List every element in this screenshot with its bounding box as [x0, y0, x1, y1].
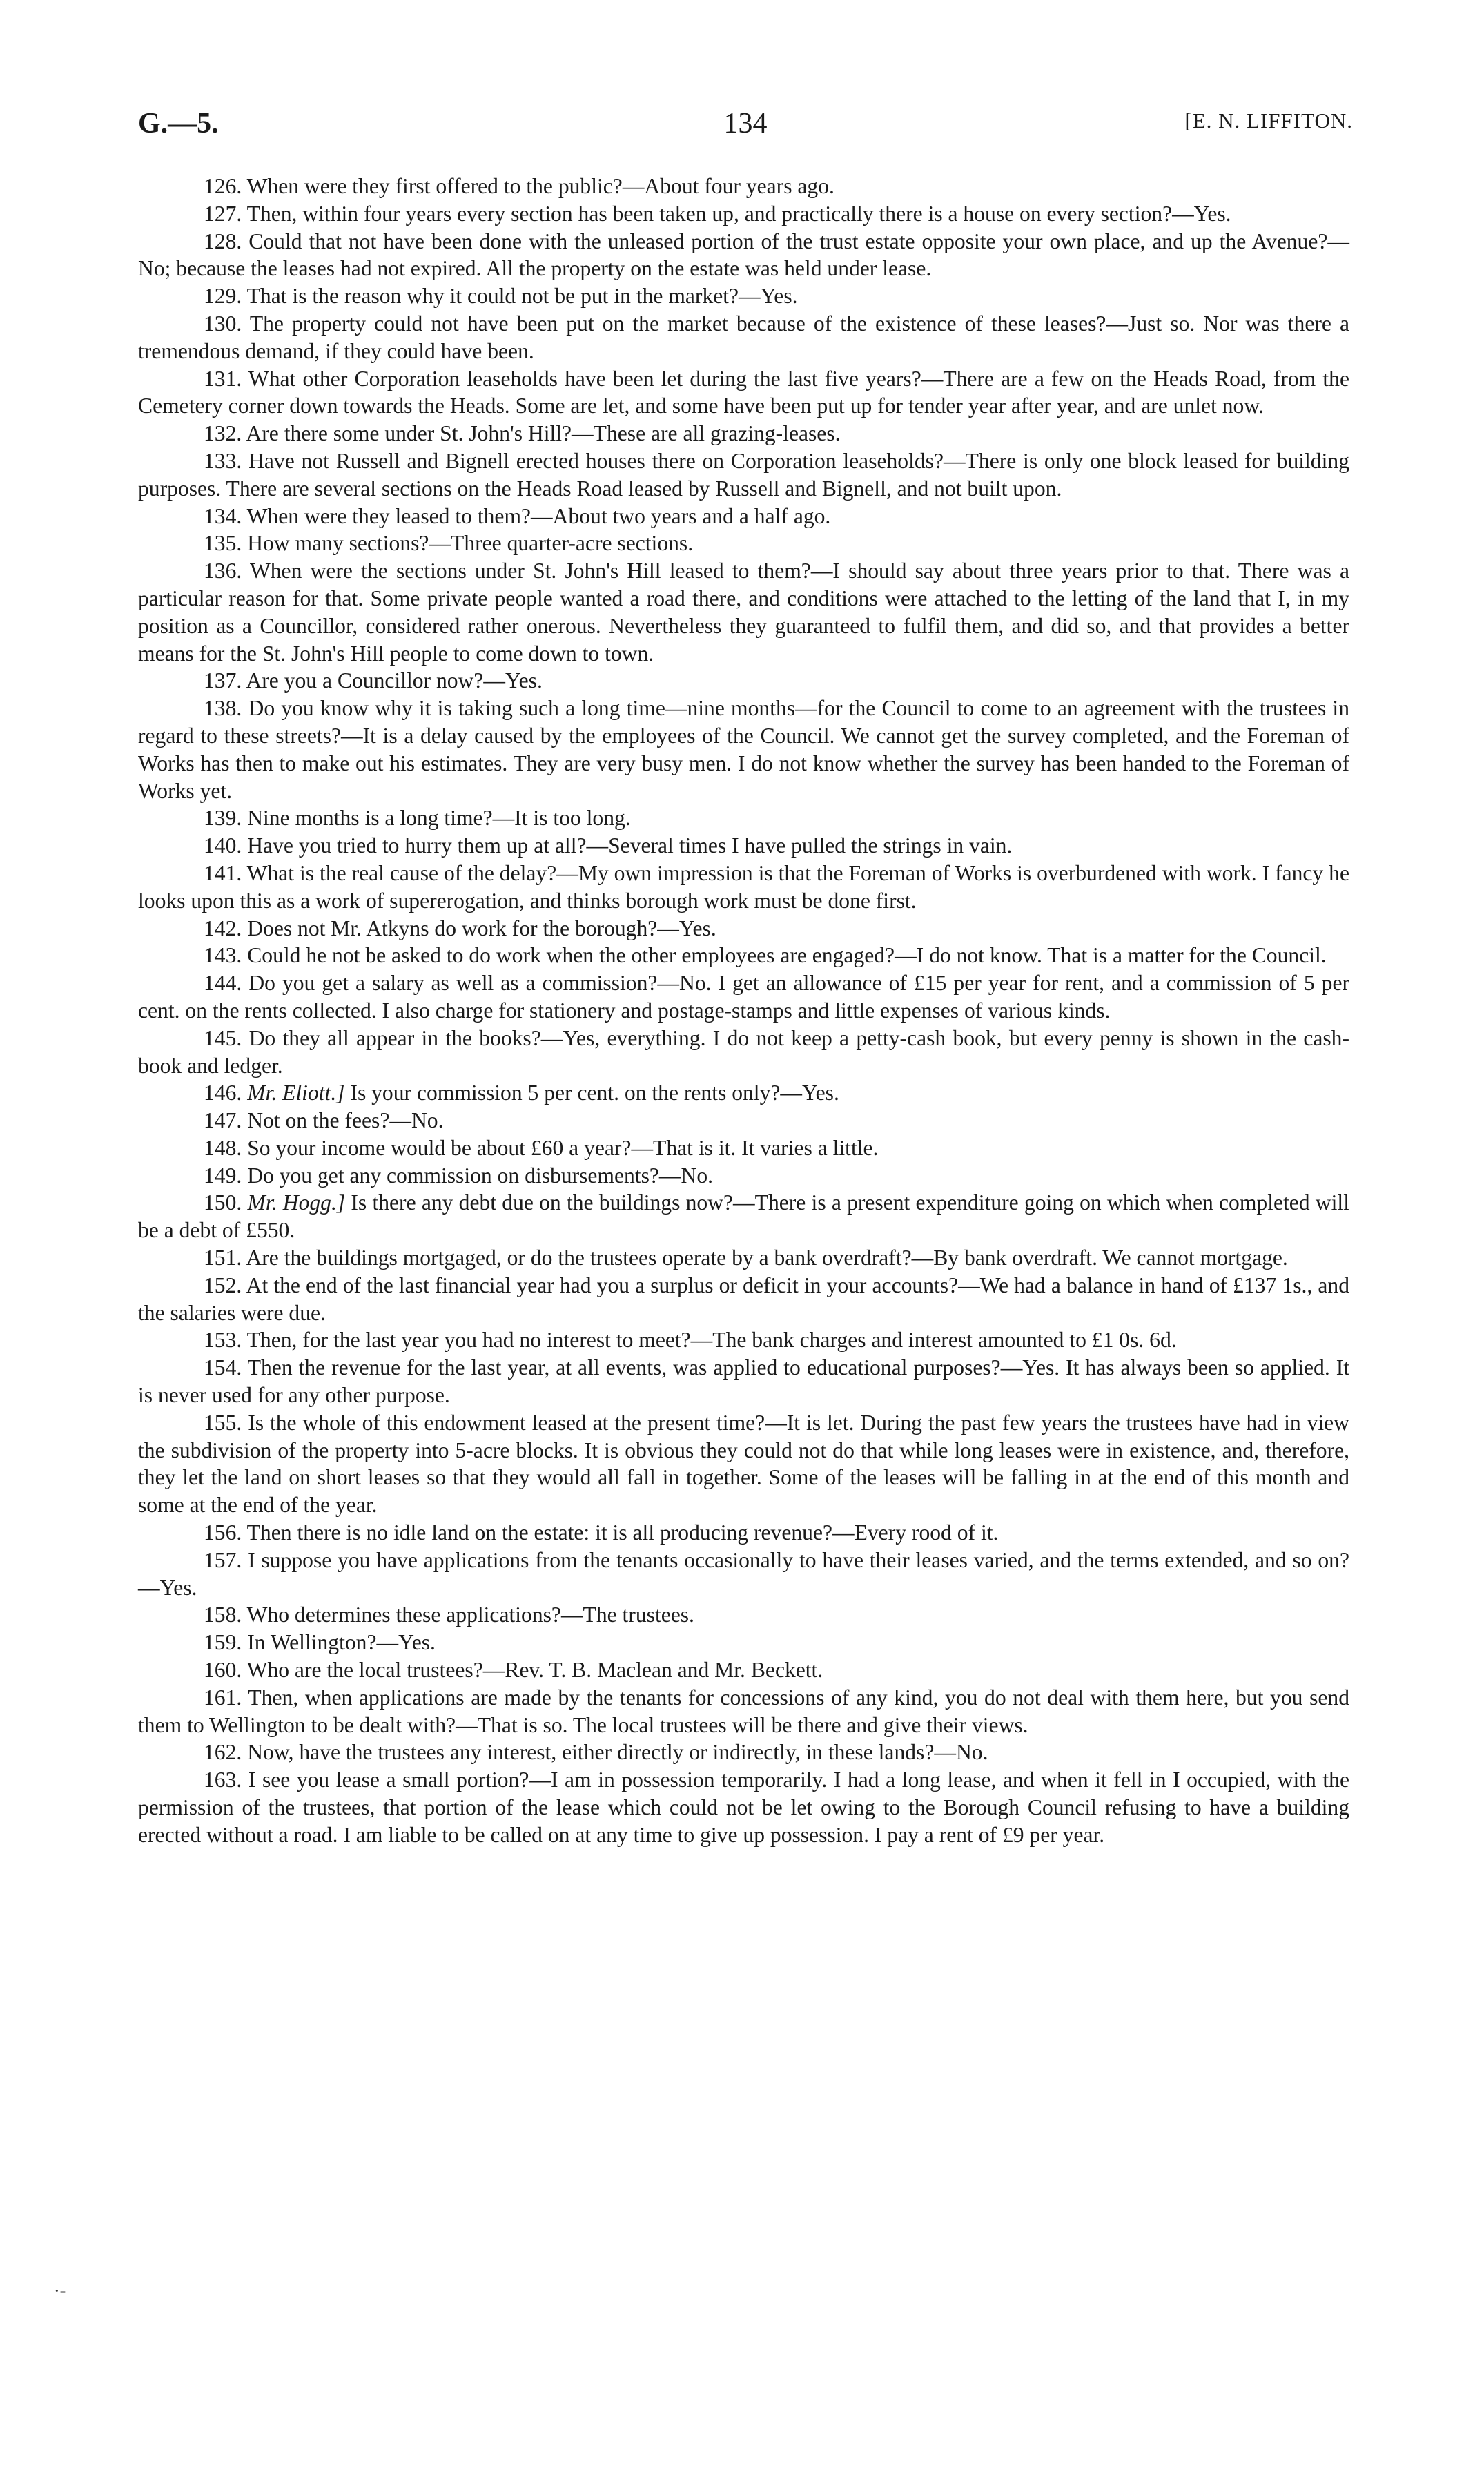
question-number: 161.	[204, 1685, 242, 1710]
question-paragraph	[138, 695, 1349, 804]
question-text: How many sections?—Three quarter-acre sections.	[247, 531, 694, 556]
question-number: 129.	[204, 284, 242, 309]
question-text: Then, for the last year you had no interest to meet?—The bank charges and interest amounted to £1 0s. 6d.	[246, 1328, 1177, 1353]
question-text: Then there is no idle land on the estate: it is all producing revenue?—Every rood of it.	[246, 1520, 999, 1545]
evidence-text	[138, 173, 1349, 1849]
question-number: 149.	[204, 1163, 242, 1188]
question-text: Have you tried to hurry them up at all?—Several times I have pulled the strings in vain.	[247, 833, 1013, 858]
question-number: 156.	[204, 1520, 242, 1545]
question-number: 153.	[204, 1328, 242, 1353]
question-paragraph	[138, 310, 1349, 365]
question-paragraph	[138, 832, 1349, 860]
question-paragraph	[138, 1107, 1349, 1134]
question-text: Then, when applications are made by the tenants for concessions of any kind, you do not deal with them here, but you send them to Wellington to be dealt with?—That is so. The local trustees will be there and give their views.	[138, 1685, 1350, 1737]
question-paragraph	[138, 1134, 1349, 1162]
question-text: At the end of the last financial year had you a surplus or deficit in your accounts?—We had a balance in hand of £137 1s., and the salaries were due.	[138, 1272, 1349, 1325]
question-paragraph	[138, 1409, 1349, 1519]
question-text: Is the whole of this endowment leased at the present time?—It is let. During the past few years the trustees have had in view the subdivision of the property into 5-acre blocks. It is obvious they could not do that while long leases were in existence, and, therefore, they let the land on short leases so that they would all fall in together. Some of the leases will be falling in at the end of this month and some at the end of the year.	[138, 1410, 1349, 1518]
question-text: Is your commission 5 per cent. on the rents only?—Yes.	[350, 1081, 839, 1105]
question-text: Who determines these applications?—The trustees.	[246, 1603, 694, 1627]
question-paragraph	[138, 1766, 1349, 1848]
question-paragraph	[138, 503, 1349, 530]
question-number: 130.	[204, 311, 242, 336]
question-number: 139.	[204, 806, 242, 831]
question-number: 155.	[204, 1410, 242, 1435]
question-number: 132.	[204, 421, 242, 446]
question-paragraph	[138, 860, 1349, 915]
question-paragraph	[138, 1272, 1349, 1327]
question-text: Could he not be asked to do work when the other employees are engaged?—I do not know. That is a matter for the Council.	[247, 943, 1327, 968]
question-paragraph	[138, 1354, 1349, 1409]
question-text: When were they first offered to the public?—About four years ago.	[246, 174, 834, 198]
question-number: 141.	[204, 860, 242, 885]
question-text: When were the sections under St. John's Hill leased to them?—I should say about three years prior to that. There was a particular reason for that. Some private people wanted a road there, and conditions were attached to the letting of the land that I, in my position as a Councillor, considered rather onerous. Nevertheless they guaranteed to fulfil them, and did so, and that provides a better means for the St. John's Hill people to come down to town.	[138, 559, 1350, 666]
question-paragraph	[138, 1739, 1349, 1766]
question-paragraph	[138, 1244, 1349, 1272]
question-number: 133.	[204, 448, 242, 473]
question-number: 151.	[204, 1246, 242, 1270]
question-text: Who are the local trustees?—Rev. T. B. Maclean and Mr. Beckett.	[246, 1658, 823, 1683]
question-text: What is the real cause of the delay?—My own impression is that the Foreman of Works is overburdened with work. I fancy he looks upon this as a work of supererogation, and thinks borough work must be done first.	[138, 860, 1349, 913]
question-number: 158.	[204, 1603, 242, 1627]
question-paragraph	[138, 1519, 1349, 1547]
question-paragraph	[138, 1162, 1349, 1190]
question-text: Do you get a salary as well as a commission?—No. I get an allowance of £15 per year for rent, and a commission of 5 per cent. on the rents collected. I also charge for stationery and postage-stamps and little expenses of various kinds.	[138, 971, 1349, 1023]
question-text: Does not Mr. Atkyns do work for the borough?—Yes.	[247, 916, 716, 940]
page-header	[138, 107, 1353, 155]
question-number: 140.	[204, 833, 242, 858]
question-text: The property could not have been put on the market because of the existence of these leases?—Just so. Nor was there a tremendous demand, if they could have been.	[138, 311, 1349, 363]
question-paragraph	[138, 1189, 1349, 1244]
paper-reference: G.—5.	[138, 108, 219, 139]
question-number: 127.	[204, 201, 242, 226]
question-number: 147.	[204, 1108, 242, 1133]
question-paragraph	[138, 804, 1349, 832]
question-paragraph	[138, 1547, 1349, 1602]
question-text: Is there any debt due on the buildings now?—There is a present expenditure going on which when completed will be a debt of £550.	[138, 1190, 1349, 1243]
question-number: 135.	[204, 531, 242, 556]
question-paragraph	[138, 1079, 1349, 1107]
question-number: 138.	[204, 696, 242, 721]
question-paragraph	[138, 530, 1349, 557]
question-number: 131.	[204, 366, 242, 391]
question-text: Have not Russell and Bignell erected houses there on Corporation leaseholds?—There is only one block leased for building purposes. There are several sections on the Heads Road leased by Russell and Bignell, and not built upon.	[138, 448, 1349, 501]
question-number: 150.	[204, 1190, 242, 1215]
question-number: 145.	[204, 1025, 242, 1050]
question-paragraph	[138, 228, 1349, 283]
question-paragraph	[138, 420, 1349, 447]
question-text: Do they all appear in the books?—Yes, everything. I do not keep a petty-cash book, but every penny is shown in the cash-book and ledger.	[138, 1025, 1349, 1078]
question-text: Then the revenue for the last year, at all events, was applied to educational purposes?—Yes. It has always been so applied. It is never used for any other purpose.	[138, 1355, 1350, 1408]
question-paragraph	[138, 1601, 1349, 1629]
question-paragraph	[138, 667, 1349, 695]
question-paragraph	[138, 1629, 1349, 1656]
question-number: 159.	[204, 1630, 242, 1655]
question-number: 134.	[204, 503, 242, 528]
question-number: 163.	[204, 1768, 242, 1792]
question-number: 144.	[204, 971, 242, 996]
witness-name: [E. N. LIFFITON.	[1184, 108, 1353, 133]
question-paragraph	[138, 1656, 1349, 1684]
question-paragraph	[138, 1025, 1349, 1080]
question-number: 148.	[204, 1135, 242, 1160]
question-paragraph	[138, 173, 1349, 200]
question-paragraph	[138, 365, 1349, 420]
question-text: Are there some under St. John's Hill?—These are all grazing-leases.	[246, 421, 841, 446]
question-number: 136.	[204, 559, 242, 583]
question-paragraph	[138, 942, 1349, 969]
question-text: Are the buildings mortgaged, or do the trustees operate by a bank overdraft?—By bank overdraft. We cannot mortgage.	[246, 1246, 1288, 1270]
question-number: 152.	[204, 1272, 242, 1297]
question-number: 154.	[204, 1355, 242, 1380]
question-paragraph	[138, 200, 1349, 228]
question-text: Could that not have been done with the unleased portion of the trust estate opposite your own place, and up the Avenue?—No; because the leases had not expired. All the property on the estate was held under lease.	[138, 229, 1349, 281]
question-number: 146.	[204, 1081, 242, 1105]
page-mark: ·-	[54, 2281, 66, 2301]
speaker-name: Mr. Hogg.]	[247, 1190, 346, 1215]
question-number: 143.	[204, 943, 242, 968]
question-text: Do you get any commission on disbursements?—No.	[247, 1163, 714, 1188]
question-number: 157.	[204, 1547, 242, 1572]
question-text: Are you a Councillor now?—Yes.	[246, 668, 543, 693]
question-text: Not on the fees?—No.	[247, 1108, 444, 1133]
question-number: 137.	[204, 668, 242, 693]
question-number: 160.	[204, 1658, 242, 1683]
question-text: Do you know why it is taking such a long time—nine months—for the Council to come to an agreement with the trustees in regard to these streets?—It is a delay caused by the employees of the Council. We cannot get the survey completed, and the Foreman of Works has then to make out his estimates. They are very busy men. I do not know whether the survey has been handed to the Foreman of Works yet.	[138, 696, 1349, 803]
page-number: 134	[723, 108, 768, 139]
question-text: Nine months is a long time?—It is too long.	[247, 806, 631, 831]
question-paragraph	[138, 915, 1349, 942]
question-text: What other Corporation leaseholds have been let during the last five years?—There are a few on the Heads Road, from the Cemetery corner down towards the Heads. Some are let, and some have been put up for tender year after year, and are unlet now.	[138, 366, 1349, 418]
question-paragraph	[138, 969, 1349, 1025]
question-number: 142.	[204, 916, 242, 940]
question-text: So your income would be about £60 a year?—That is it. It varies a little.	[247, 1135, 879, 1160]
question-paragraph	[138, 1326, 1349, 1354]
question-paragraph	[138, 447, 1349, 503]
speaker-name: Mr. Eliott.]	[247, 1081, 345, 1105]
question-number: 128.	[204, 229, 242, 253]
question-text: I suppose you have applications from the tenants occasionally to have their leases varied, and the terms extended, and so on?—Yes.	[138, 1547, 1349, 1600]
question-paragraph	[138, 1684, 1349, 1739]
question-paragraph	[138, 557, 1349, 667]
question-number: 126.	[204, 174, 242, 198]
question-text: I see you lease a small portion?—I am in possession temporarily. I had a long lease, and when it fell in I occupied, with the permission of the trustees, that portion of the lease which could not be let owing to the Borough Council refusing to have a building erected without a road. I am liable to be called on at any time to give up possession. I pay a rent of £9 per year.	[138, 1768, 1349, 1847]
question-text: In Wellington?—Yes.	[247, 1630, 436, 1655]
question-text: Now, have the trustees any interest, either directly or indirectly, in these lands?—No.	[247, 1740, 988, 1765]
question-paragraph	[138, 282, 1349, 310]
question-text: That is the reason why it could not be put in the market?—Yes.	[246, 284, 798, 309]
question-number: 162.	[204, 1740, 242, 1765]
question-text: Then, within four years every section has been taken up, and practically there is a house on every section?—Yes.	[246, 201, 1231, 226]
question-text: When were they leased to them?—About two years and a half ago.	[246, 503, 831, 528]
